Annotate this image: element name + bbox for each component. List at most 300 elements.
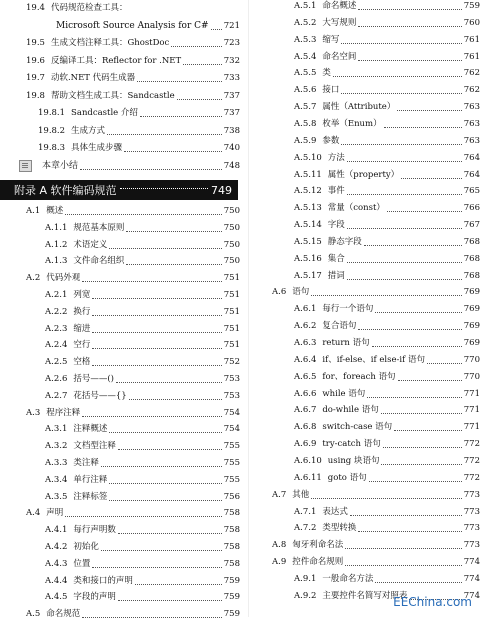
entry-page-number: 751	[223, 323, 240, 334]
entry-number: A.5.6	[294, 85, 317, 96]
entry-page-number: 758	[223, 508, 240, 519]
toc-entry	[294, 101, 480, 114]
entry-number: A.6.1	[294, 304, 317, 315]
entry-title: switch-case 语句	[322, 422, 393, 433]
leader-dots	[101, 466, 222, 467]
entry-number: A.3.4	[45, 474, 68, 485]
entry-page-number: 762	[463, 68, 480, 79]
toc-entry	[45, 323, 240, 336]
entry-title: 每行声明数	[73, 525, 116, 536]
toc-entry	[38, 125, 240, 138]
entry-number: A.7	[272, 489, 287, 500]
leader-dots	[109, 248, 221, 249]
toc-entry	[36, 160, 240, 173]
toc-entry	[294, 438, 480, 451]
entry-number: A.5.11	[294, 169, 322, 180]
entry-number: A.5.3	[294, 34, 317, 45]
entry-page-number: 768	[463, 270, 480, 281]
leader-dots	[345, 548, 462, 549]
toc-entry	[26, 205, 240, 218]
entry-page-number: 759	[223, 609, 240, 620]
leader-dots	[401, 178, 462, 179]
entry-page-number: 737	[223, 108, 240, 118]
entry-title: 反编译工具：Reflector for .NET	[50, 55, 182, 66]
toc-entry	[294, 388, 480, 401]
toc-entry	[26, 608, 240, 621]
entry-number: A.5.15	[294, 236, 322, 247]
toc-entry	[294, 421, 480, 434]
entry-number: A.4.1	[45, 525, 68, 536]
entry-title: 声明	[46, 508, 64, 519]
leader-dots	[341, 43, 461, 44]
entry-number: A.2.5	[45, 357, 68, 368]
toc-entry	[38, 107, 240, 120]
toc-entry	[294, 152, 480, 165]
entry-page-number: 770	[463, 371, 480, 382]
toc-entry	[26, 407, 240, 420]
entry-title: 文档型注释	[73, 441, 116, 452]
entry-title: 生成文档注释工具：GhostDoc	[50, 38, 170, 48]
toc-entry	[45, 524, 240, 537]
entry-page-number: 751	[223, 273, 240, 284]
leader-dots	[358, 329, 461, 330]
entry-title: 常量（const）	[327, 203, 385, 214]
entry-title: try-catch 语句	[322, 439, 381, 450]
entry-title: 字段	[327, 220, 345, 231]
toc-entry	[26, 37, 240, 50]
leader-dots	[347, 228, 462, 229]
entry-number: A.6.6	[294, 388, 317, 399]
toc-entry	[294, 337, 480, 350]
entry-number: A.5.8	[294, 118, 317, 129]
leader-dots	[347, 262, 462, 263]
toc-entry	[26, 90, 240, 103]
leader-dots	[350, 515, 462, 516]
leader-dots	[82, 617, 222, 618]
entry-title: 方法	[327, 152, 345, 163]
toc-entry	[294, 320, 480, 333]
entry-page-number: 759	[463, 1, 480, 11]
entry-page-number: 772	[463, 439, 480, 450]
leader-dots	[107, 134, 222, 135]
entry-title: using 块语句	[327, 455, 380, 466]
entry-title: 空格	[73, 357, 91, 368]
toc-entry	[294, 0, 480, 13]
entry-page-number: 770	[463, 354, 480, 365]
leader-dots	[358, 531, 461, 532]
entry-title: 枚举（Enum）	[322, 118, 382, 129]
toc-entry	[272, 556, 480, 569]
toc-entry	[294, 455, 480, 468]
leader-dots	[211, 29, 222, 30]
entry-title: 代码规范检查工具：	[50, 3, 128, 13]
toc-entry	[45, 575, 240, 588]
entry-number: A.4.5	[45, 592, 68, 603]
entry-title: Microsoft Source Analysis for C#	[56, 20, 209, 31]
leader-dots	[384, 127, 462, 128]
entry-number: A.5.17	[294, 270, 322, 281]
entry-number: A.6.10	[294, 455, 322, 466]
toc-entry	[45, 491, 240, 504]
toc-entry	[294, 219, 480, 232]
entry-title: 规范基本原则	[73, 222, 125, 233]
entry-number: A.2.7	[45, 390, 68, 401]
entry-page-number: 767	[463, 220, 480, 231]
toc-entry	[294, 506, 480, 519]
entry-number: A.8	[272, 540, 287, 551]
toc-entry	[272, 539, 480, 552]
entry-number: A.4.3	[45, 558, 68, 569]
leader-dots	[109, 483, 221, 484]
entry-number: A.9.2	[294, 590, 317, 601]
toc-entry	[45, 423, 240, 436]
entry-page-number: 769	[463, 338, 480, 348]
entry-page-number: 758	[223, 558, 240, 569]
entry-title: 参数	[322, 135, 340, 146]
entry-page-number: 771	[463, 405, 480, 416]
entry-title: 本章小结	[42, 160, 79, 171]
leader-dots	[80, 169, 222, 170]
toc-entry	[294, 472, 480, 485]
toc-entry	[272, 286, 480, 299]
entry-number: A.6.3	[294, 338, 317, 348]
entry-page-number: 752	[223, 357, 240, 368]
leader-dots	[120, 188, 208, 189]
toc-entry	[294, 67, 480, 80]
entry-title: 空行	[73, 340, 91, 351]
toc-entry	[294, 236, 480, 249]
entry-number: A.5	[26, 609, 41, 620]
leader-dots	[347, 194, 462, 195]
entry-number: A.5.12	[294, 186, 322, 197]
entry-title: 复合语句	[322, 321, 357, 332]
entry-number: A.1.2	[45, 239, 68, 250]
entry-number: A.2.2	[45, 306, 68, 317]
toc-entry	[26, 2, 240, 15]
entry-title: 帮助文档生成工具：Sandcastle	[50, 90, 175, 101]
entry-title: 类注释	[73, 458, 99, 468]
entry-number: A.9	[272, 557, 287, 568]
leader-dots	[381, 464, 461, 465]
leader-dots	[341, 93, 461, 94]
entry-number: A.5.5	[294, 68, 317, 79]
toc-entry	[294, 573, 480, 586]
toc-entry	[294, 371, 480, 384]
entry-number: A.6	[272, 287, 287, 298]
entry-number: 19.8	[26, 90, 45, 101]
entry-number: A.6.11	[294, 472, 322, 483]
entry-title: 列宽	[73, 290, 91, 300]
toc-entry	[294, 17, 480, 30]
leader-dots	[177, 99, 222, 100]
entry-page-number: 754	[223, 424, 240, 435]
entry-page-number: 751	[223, 290, 240, 300]
leader-dots	[311, 498, 462, 499]
entry-title: 换行	[73, 306, 91, 317]
entry-page-number: 773	[463, 506, 480, 517]
entry-number: A.3.1	[45, 424, 68, 435]
entry-page-number: 774	[463, 573, 480, 584]
entry-page-number: 753	[223, 390, 240, 401]
leader-dots	[372, 346, 462, 347]
leader-dots	[311, 295, 462, 296]
entry-number: A.5.1	[294, 1, 317, 11]
toc-entry	[294, 202, 480, 215]
entry-title: while 语句	[322, 388, 366, 399]
leader-dots	[381, 413, 462, 414]
entry-page-number: 773	[463, 523, 480, 534]
entry-page-number: 761	[463, 34, 480, 45]
entry-page-number: 759	[223, 592, 240, 603]
entry-title: 语句	[292, 287, 310, 298]
toc-entry	[26, 55, 240, 68]
leader-dots	[398, 380, 462, 381]
entry-page-number: 764	[463, 169, 480, 180]
entry-page-number: 760	[463, 17, 480, 28]
toc-entry	[38, 142, 240, 155]
entry-number: 19.8.1	[38, 108, 66, 118]
entry-page-number: 758	[223, 542, 240, 552]
leader-dots	[427, 363, 462, 364]
entry-number: A.4.4	[45, 575, 68, 586]
toc-entry	[45, 440, 240, 453]
entry-page-number: 768	[463, 253, 480, 264]
entry-page-number: 750	[223, 222, 240, 233]
toc-entry	[45, 222, 240, 235]
entry-title: 属性（property）	[327, 169, 400, 180]
entry-title: 静态字段	[327, 236, 362, 247]
entry-page-number: 773	[463, 489, 480, 500]
entry-number: A.5.9	[294, 135, 317, 146]
entry-title: 匈牙利命名法	[292, 540, 344, 551]
entry-number: A.1.3	[45, 256, 68, 267]
leader-dots	[92, 332, 221, 333]
entry-number: A.5.14	[294, 220, 322, 231]
entry-number: A.6.4	[294, 354, 317, 365]
entry-title: 动软.NET 代码生成器	[50, 73, 136, 83]
leader-dots	[118, 533, 222, 534]
entry-number: A.6.9	[294, 439, 317, 450]
leader-dots	[129, 399, 222, 400]
entry-page-number: 721	[223, 20, 240, 31]
entry-title: 单行注释	[73, 474, 108, 485]
entry-title: 控件命名规则	[292, 557, 344, 568]
entry-page-number: 763	[463, 102, 480, 113]
toc-entry	[26, 507, 240, 520]
leader-dots	[116, 382, 222, 383]
leader-dots	[397, 110, 461, 111]
toc-entry	[294, 354, 480, 367]
appendix-a-header	[0, 180, 238, 200]
toc-entry	[45, 457, 240, 470]
leader-dots	[101, 550, 222, 551]
leader-dots	[171, 46, 221, 47]
entry-number: A.5.2	[294, 17, 317, 28]
entry-number: A.5.16	[294, 253, 322, 264]
entry-page-number: 765	[463, 186, 480, 197]
entry-number: A.7.2	[294, 523, 317, 534]
entry-title: 属性（Attribute）	[322, 102, 396, 113]
entry-number: A.9.1	[294, 573, 317, 584]
toc-entry	[26, 272, 240, 285]
leader-dots	[135, 584, 222, 585]
entry-number: A.1	[26, 206, 41, 216]
toc-entry	[45, 255, 240, 268]
entry-title: 命名空间	[322, 51, 357, 62]
entry-number: 19.4	[26, 3, 45, 13]
entry-number: 19.5	[26, 38, 45, 48]
entry-page-number: 774	[463, 557, 480, 568]
entry-title: 一般命名方法	[322, 573, 374, 584]
entry-number: 19.8.3	[38, 143, 66, 153]
entry-title: goto 语句	[327, 472, 367, 483]
entry-number: A.2.1	[45, 290, 68, 300]
leader-dots	[126, 231, 221, 232]
watermark: EEChina.com	[393, 595, 472, 609]
toc-entry	[45, 591, 240, 604]
entry-page-number: 755	[223, 441, 240, 452]
toc-entry	[45, 239, 240, 252]
entry-title: 缩进	[73, 323, 91, 334]
appendix-page: 749	[211, 183, 232, 197]
entry-title: 类型转换	[322, 523, 357, 534]
leader-dots	[82, 281, 222, 282]
entry-title: 命名概述	[322, 1, 357, 11]
leader-dots	[383, 447, 462, 448]
entry-number: A.2	[26, 273, 41, 284]
toc-right-column	[258, 0, 480, 617]
entry-title: 字段的声明	[73, 592, 116, 603]
toc-entry	[294, 169, 480, 182]
entry-number: A.5.10	[294, 152, 322, 163]
entry-number: A.5.13	[294, 203, 322, 214]
entry-page-number: 758	[223, 525, 240, 536]
toc-entry	[45, 356, 240, 369]
entry-number: A.3.5	[45, 491, 68, 502]
entry-title: 文件命名组织	[73, 256, 125, 267]
leader-dots	[364, 245, 462, 246]
leader-dots	[109, 500, 221, 501]
toc-entry	[45, 390, 240, 403]
entry-page-number: 766	[463, 203, 480, 214]
entry-number: A.2.6	[45, 374, 68, 384]
leader-dots	[358, 9, 461, 10]
leader-dots	[367, 397, 461, 398]
leader-dots	[387, 211, 462, 212]
toc-left-column	[0, 0, 240, 620]
entry-title: 术语定义	[73, 239, 108, 250]
column-divider	[248, 0, 249, 617]
entry-number: A.6.7	[294, 405, 317, 416]
leader-dots	[65, 214, 222, 215]
leader-dots	[358, 26, 461, 27]
entry-title: 缩写	[322, 34, 340, 45]
entry-title: 集合	[327, 253, 345, 264]
entry-page-number: 756	[223, 491, 240, 502]
leader-dots	[375, 312, 461, 313]
entry-page-number: 764	[463, 152, 480, 163]
toc-entry	[50, 20, 240, 33]
entry-number: 19.7	[26, 73, 45, 83]
entry-page-number: 769	[463, 304, 480, 315]
leader-dots	[140, 116, 222, 117]
entry-title: 表达式	[322, 506, 348, 517]
entry-page-number: 753	[223, 374, 240, 384]
toc-entry	[294, 303, 480, 316]
appendix-title: 附录 A 软件编码规范	[14, 184, 117, 197]
entry-title: 代码外观	[46, 273, 81, 284]
entry-title: for、foreach 语句	[322, 371, 396, 382]
entry-title: if、if-else、if else-if 语句	[322, 354, 425, 365]
leader-dots	[92, 365, 221, 366]
entry-title: 事件	[327, 186, 345, 197]
toc-entry	[294, 522, 480, 535]
entry-page-number: 733	[223, 73, 240, 83]
toc-entry	[294, 84, 480, 97]
entry-number: A.1.1	[45, 222, 68, 233]
entry-page-number: 761	[463, 51, 480, 62]
leader-dots	[333, 76, 462, 77]
entry-title: 类	[322, 68, 331, 79]
entry-title: 具体生成步骤	[71, 143, 123, 153]
entry-page-number: 755	[223, 458, 240, 468]
leader-dots	[92, 567, 221, 568]
toc-entry	[294, 270, 480, 283]
entry-page-number: 737	[223, 90, 240, 101]
leader-dots	[137, 81, 222, 82]
entry-title: 主要控件名简写对照表	[322, 590, 408, 601]
entry-page-number: 754	[223, 407, 240, 418]
leader-dots	[183, 64, 222, 65]
entry-page-number: 768	[463, 236, 480, 247]
entry-number: A.6.5	[294, 371, 317, 382]
entry-number: A.3.2	[45, 441, 68, 452]
entry-number: A.2.4	[45, 340, 68, 351]
leader-dots	[345, 565, 462, 566]
chapter-summary-icon	[19, 160, 32, 172]
entry-title: 生成方式	[71, 125, 106, 136]
entry-title: 接口	[322, 85, 340, 96]
entry-page-number: 751	[223, 340, 240, 351]
toc-entry	[272, 489, 480, 502]
leader-dots	[109, 432, 221, 433]
leader-dots	[92, 315, 221, 316]
entry-title: 注释概述	[73, 424, 108, 435]
entry-page-number: 750	[223, 206, 240, 216]
entry-page-number: 750	[223, 256, 240, 267]
toc-entry	[45, 541, 240, 554]
toc-entry	[45, 373, 240, 386]
leader-dots	[369, 481, 462, 482]
toc-entry	[45, 339, 240, 352]
toc-entry	[294, 34, 480, 47]
entry-number: A.7.1	[294, 506, 317, 517]
leader-dots	[118, 449, 222, 450]
entry-number: A.6.2	[294, 321, 317, 332]
entry-page-number: 751	[223, 306, 240, 317]
entry-page-number: 748	[223, 160, 240, 171]
entry-number: A.5.4	[294, 51, 317, 62]
toc-entry	[45, 306, 240, 319]
entry-page-number: 740	[223, 143, 240, 153]
toc-entry	[26, 72, 240, 85]
entry-number: A.6.8	[294, 422, 317, 433]
entry-page-number: 759	[223, 575, 240, 586]
leader-dots	[375, 582, 461, 583]
leader-dots	[347, 161, 462, 162]
toc-entry	[294, 135, 480, 148]
entry-title: Sandcastle 介绍	[71, 108, 138, 118]
